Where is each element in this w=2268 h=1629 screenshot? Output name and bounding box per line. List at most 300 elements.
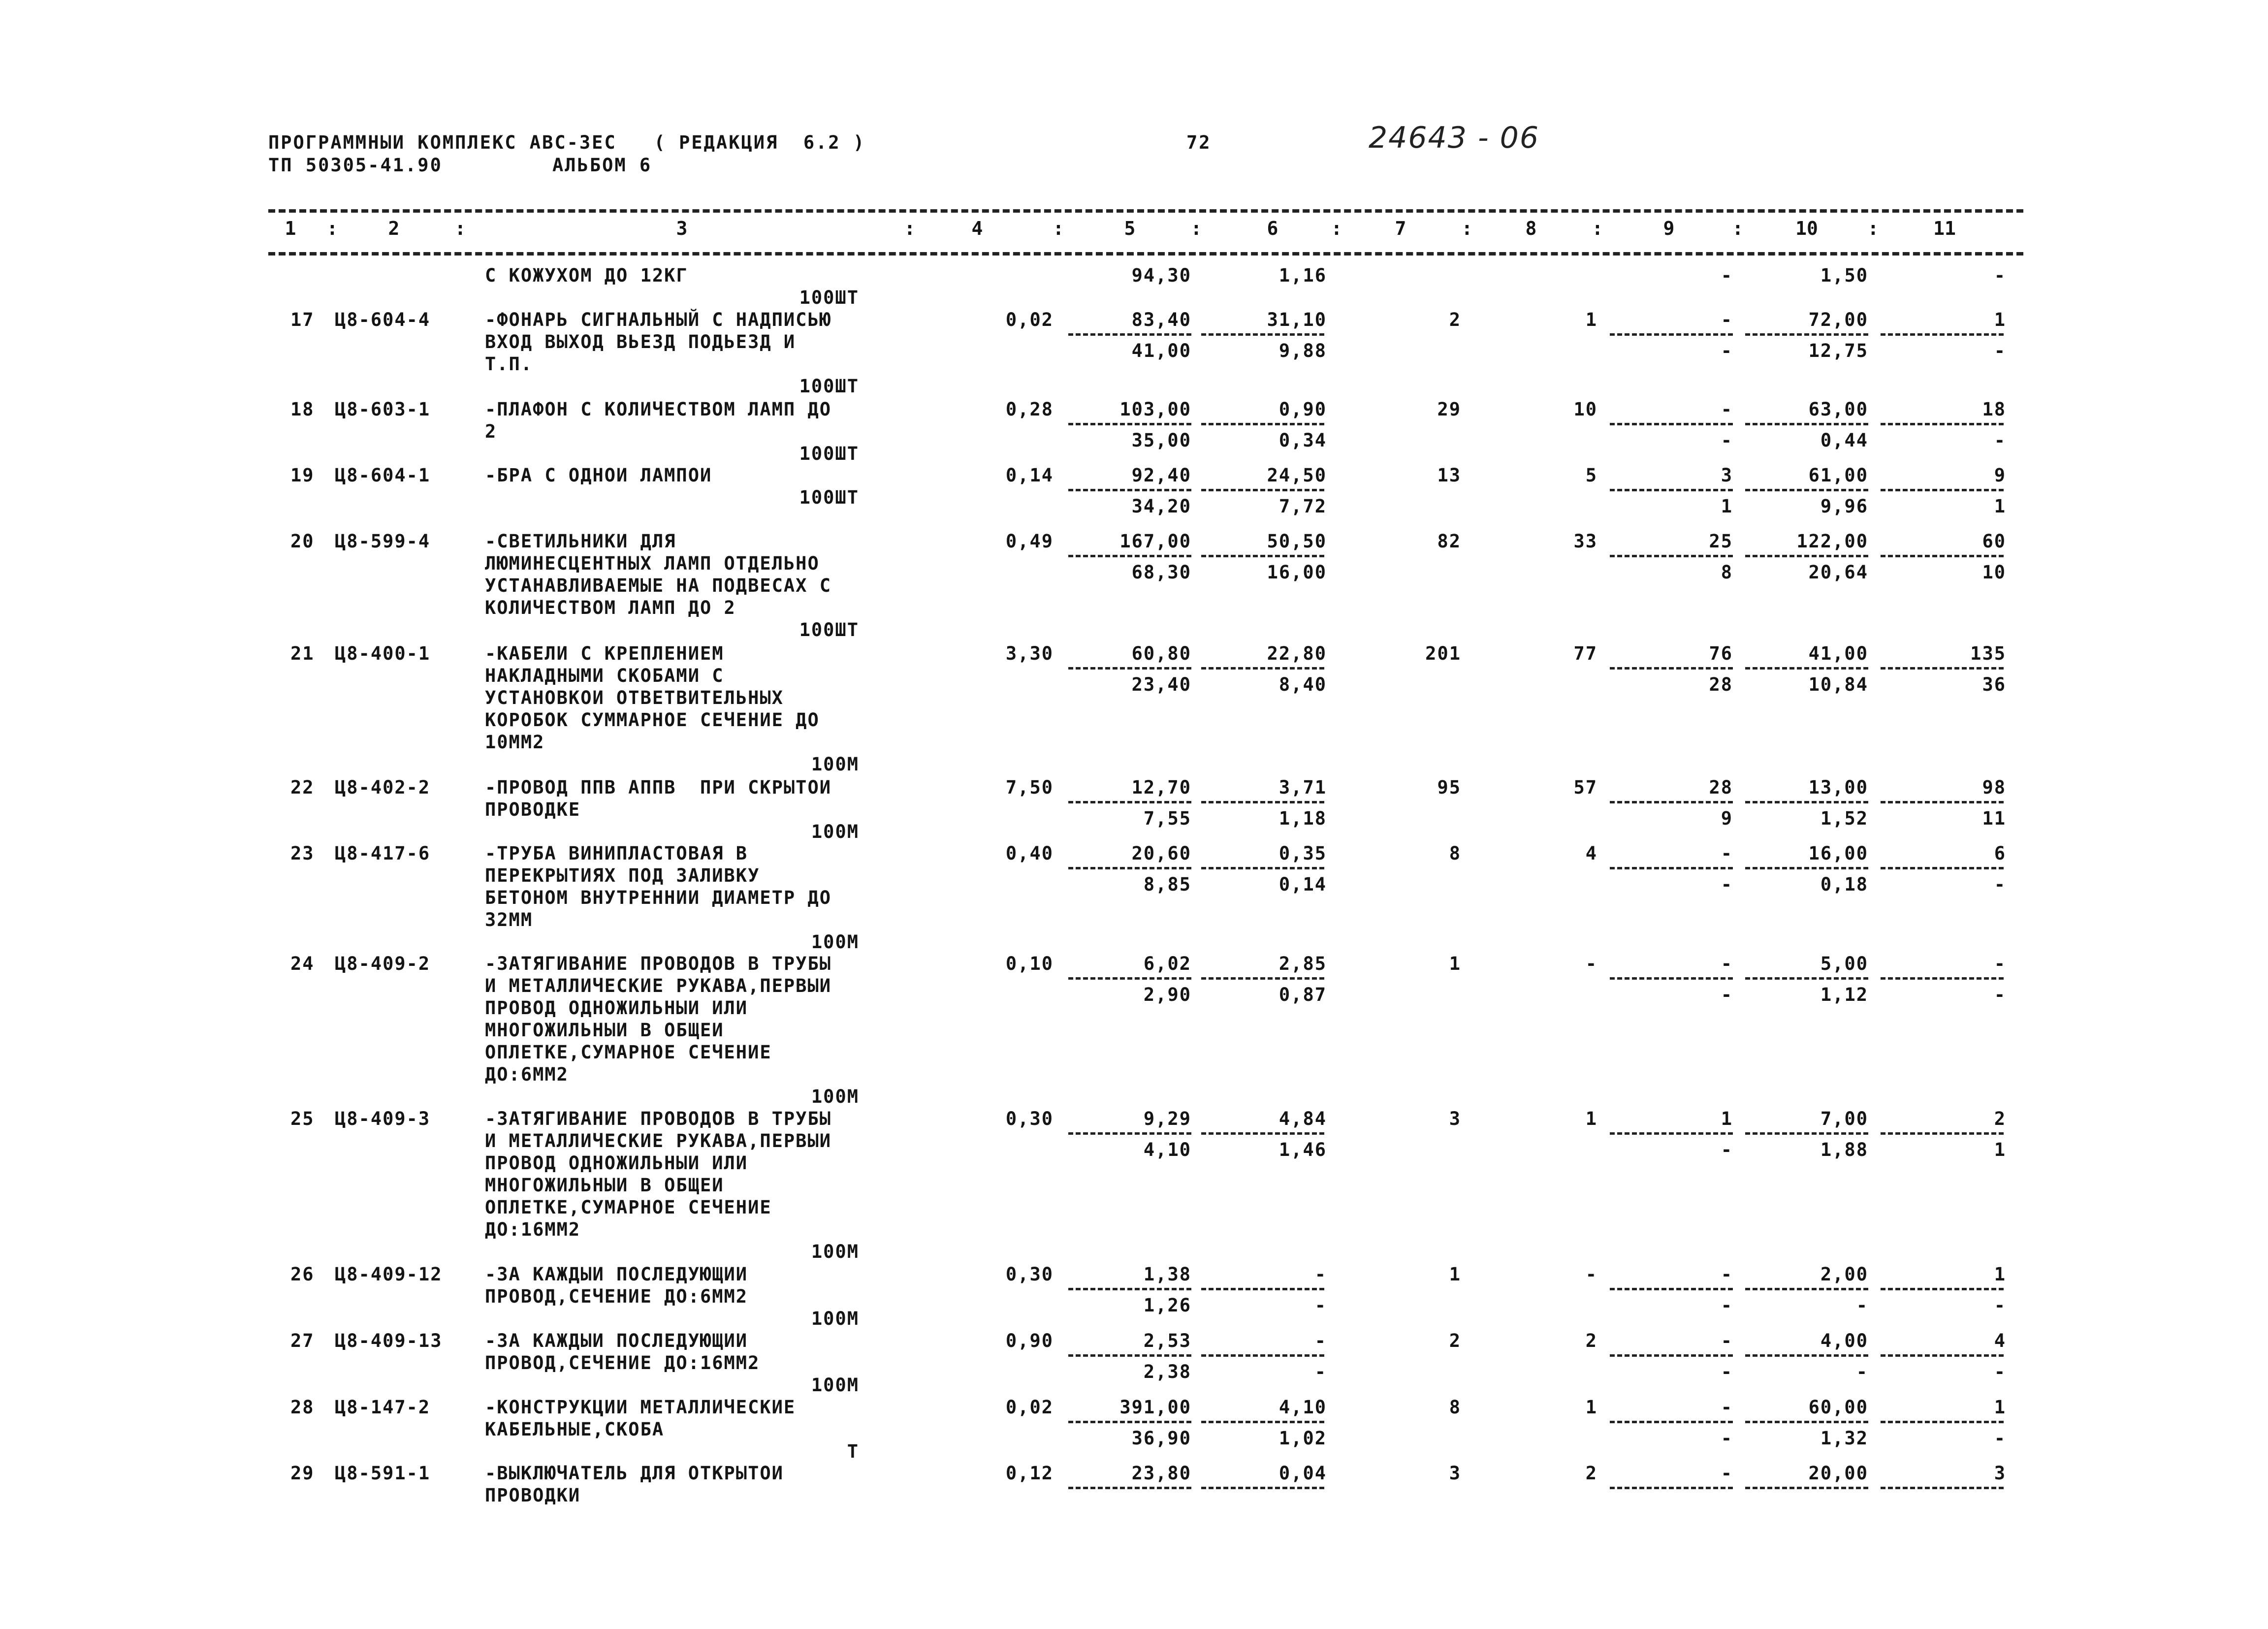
unit-of-measure: 100М bbox=[811, 1086, 859, 1107]
work-description-line: УСТАНОВКОИ ОТВЕТВИТЕЛЬНЫХ bbox=[485, 687, 784, 708]
cell-col-5: 103,00 bbox=[1119, 399, 1191, 420]
rate-code: Ц8-599-4 bbox=[335, 531, 431, 552]
cell-separator-col-6 bbox=[1201, 423, 1324, 425]
column-number-4: 4 bbox=[971, 218, 983, 239]
work-description-line: ДО:6ММ2 bbox=[485, 1064, 569, 1085]
cell-separator-col-10 bbox=[1745, 1288, 1868, 1290]
subcell-col-11: - bbox=[1994, 1361, 2006, 1382]
subcell-col-6: 1,46 bbox=[1278, 1139, 1327, 1160]
header-program-title: ПРОГРАММНЫИ КОМПЛЕКС АВС-ЗЕС ( РЕДАКЦИЯ 6.2 ) bbox=[268, 132, 866, 153]
subcell-col-5: 35,00 bbox=[1131, 430, 1191, 451]
cell-col-9: 76 bbox=[1709, 643, 1733, 664]
cell-col-9: 1 bbox=[1721, 1108, 1733, 1129]
cell-col-6: - bbox=[1314, 1264, 1327, 1285]
rate-code: Ц8-400-1 bbox=[335, 643, 431, 664]
cell-col-9: - bbox=[1721, 843, 1733, 864]
work-description-line: -ТРУБА ВИНИПЛАСТОВАЯ В bbox=[485, 843, 748, 864]
cell-separator-col-6 bbox=[1201, 801, 1324, 803]
subcell-col-10: 1,12 bbox=[1820, 984, 1868, 1005]
subcell-col-11: - bbox=[1994, 1295, 2006, 1316]
work-description-line: КОРОБОК СУММАРНОЕ СЕЧЕНИЕ ДО bbox=[485, 709, 820, 731]
column-number-6: 6 bbox=[1267, 218, 1278, 239]
work-description-line: МНОГОЖИЛЬНЫИ В ОБЩЕИ bbox=[485, 1020, 724, 1041]
subcell-col-10: 9,96 bbox=[1820, 496, 1868, 517]
subcell-col-11: 11 bbox=[1982, 808, 2006, 829]
unit-of-measure: 100ШТ bbox=[799, 376, 859, 397]
subcell-col-11: - bbox=[1994, 1428, 2006, 1449]
rate-code: Ц8-603-1 bbox=[335, 399, 431, 420]
subcell-col-9: 8 bbox=[1721, 562, 1733, 583]
cell-col-7: 201 bbox=[1425, 643, 1461, 664]
subcell-col-10: 0,18 bbox=[1820, 874, 1868, 895]
unit-of-measure: 100М bbox=[811, 1374, 859, 1396]
cell-col-10: 60,00 bbox=[1808, 1397, 1868, 1418]
cell-col-10: 61,00 bbox=[1808, 465, 1868, 486]
subcell-col-6: 0,87 bbox=[1278, 984, 1327, 1005]
work-description-line: -СВЕТИЛЬНИКИ ДЛЯ bbox=[485, 531, 676, 552]
rate-code: Ц8-604-4 bbox=[335, 309, 431, 330]
cell-separator-col-5 bbox=[1068, 1421, 1191, 1423]
cell-col-9: - bbox=[1721, 953, 1733, 974]
cell-col-10: 13,00 bbox=[1808, 777, 1868, 798]
cell-col-7: 13 bbox=[1437, 465, 1461, 486]
work-description-line: ПРОВОДКЕ bbox=[485, 799, 581, 820]
unit-of-measure: 100М bbox=[811, 1241, 859, 1262]
cell-separator-col-6 bbox=[1201, 867, 1324, 869]
row-number: 28 bbox=[290, 1397, 315, 1418]
column-separator: : bbox=[454, 218, 466, 239]
cell-col-8: 4 bbox=[1585, 843, 1597, 864]
row-number: 23 bbox=[290, 843, 315, 864]
column-number-7: 7 bbox=[1395, 218, 1406, 239]
cell-col-10: 16,00 bbox=[1808, 843, 1868, 864]
subcell-col-9: - bbox=[1721, 1361, 1733, 1382]
cell-col-6: 50,50 bbox=[1267, 531, 1327, 552]
cell-col-7: 1 bbox=[1449, 953, 1461, 974]
cell-separator-col-10 bbox=[1745, 423, 1868, 425]
cell-col-9: - bbox=[1721, 309, 1733, 330]
cell-col-8: 1 bbox=[1585, 1108, 1597, 1129]
cell-separator-col-11 bbox=[1881, 333, 2004, 336]
cell-separator-col-10 bbox=[1745, 489, 1868, 491]
work-description-line: ВХОД ВЫХОД ВЬЕЗД ПОДЬЕЗД И bbox=[485, 331, 796, 352]
cell-col-4: 0,90 bbox=[1005, 1330, 1054, 1351]
cell-col-11: 60 bbox=[1982, 531, 2006, 552]
column-number-2: 2 bbox=[388, 218, 400, 239]
cell-separator-col-6 bbox=[1201, 1354, 1324, 1357]
work-description-line: -ЗА КАЖДЫИ ПОСЛЕДУЮЩИИ bbox=[485, 1264, 748, 1285]
work-description-line: 32ММ bbox=[485, 909, 533, 930]
cell-col-7: 95 bbox=[1437, 777, 1461, 798]
cell-col-8: 77 bbox=[1573, 643, 1597, 664]
column-number-8: 8 bbox=[1525, 218, 1537, 239]
subcell-col-11: - bbox=[1994, 430, 2006, 451]
cell-col-4: 0,30 bbox=[1005, 1264, 1054, 1285]
cell-col-10: 122,00 bbox=[1796, 531, 1868, 552]
subcell-col-10: 10,84 bbox=[1808, 674, 1868, 695]
cell-col-7: 2 bbox=[1449, 1330, 1461, 1351]
cell-col-5: 167,00 bbox=[1119, 531, 1191, 552]
cell-separator-col-5 bbox=[1068, 333, 1191, 336]
subcell-col-6: 1,18 bbox=[1278, 808, 1327, 829]
cell-col-11: 1 bbox=[1994, 1397, 2006, 1418]
column-number-10: 10 bbox=[1795, 218, 1818, 239]
rate-code: Ц8-409-12 bbox=[335, 1264, 443, 1285]
subcell-col-9: 1 bbox=[1721, 496, 1733, 517]
cell-separator-col-6 bbox=[1201, 1288, 1324, 1290]
cell-col-4: 0,10 bbox=[1005, 953, 1054, 974]
cell-col-7: 8 bbox=[1449, 1397, 1461, 1418]
work-description-line: ПРОВОД ОДНОЖИЛЬНЫИ ИЛИ bbox=[485, 997, 748, 1019]
cell-col-9: - bbox=[1721, 265, 1733, 286]
cell-separator-col-5 bbox=[1068, 1132, 1191, 1135]
cell-separator-col-9 bbox=[1610, 667, 1733, 670]
cell-separator-col-11 bbox=[1881, 801, 2004, 803]
work-description-line: ПРОВОД ОДНОЖИЛЬНЫИ ИЛИ bbox=[485, 1152, 748, 1174]
cell-separator-col-9 bbox=[1610, 333, 1733, 336]
cell-col-5: 94,30 bbox=[1131, 265, 1191, 286]
cell-col-10: 4,00 bbox=[1820, 1330, 1868, 1351]
cell-separator-col-6 bbox=[1201, 1487, 1324, 1489]
unit-of-measure: 100ШТ bbox=[799, 287, 859, 308]
row-number: 20 bbox=[290, 531, 315, 552]
subcell-col-9: - bbox=[1721, 1428, 1733, 1449]
cell-col-5: 23,80 bbox=[1131, 1463, 1191, 1484]
subcell-col-11: - bbox=[1994, 340, 2006, 361]
subcell-col-11: 1 bbox=[1994, 1139, 2006, 1160]
work-description-line: ПРОВОД,СЕЧЕНИЕ ДО:16ММ2 bbox=[485, 1352, 760, 1373]
subcell-col-6: 9,88 bbox=[1278, 340, 1327, 361]
column-number-11: 11 bbox=[1933, 218, 1956, 239]
cell-separator-col-11 bbox=[1881, 489, 2004, 491]
subcell-col-6: - bbox=[1314, 1361, 1327, 1382]
subcell-col-10: 1,52 bbox=[1820, 808, 1868, 829]
cell-col-6: 3,71 bbox=[1278, 777, 1327, 798]
cell-col-11: - bbox=[1994, 265, 2006, 286]
column-separator: : bbox=[1461, 218, 1473, 239]
row-number: 24 bbox=[290, 953, 315, 974]
row-number: 21 bbox=[290, 643, 315, 664]
work-description-line: -ФОНАРЬ СИГНАЛЬНЫЙ С НАДПИСЬЮ bbox=[485, 309, 832, 330]
subcell-col-6: 1,02 bbox=[1278, 1428, 1327, 1449]
cell-separator-col-11 bbox=[1881, 667, 2004, 670]
cell-col-8: 2 bbox=[1585, 1463, 1597, 1484]
unit-of-measure: 100ШТ bbox=[799, 487, 859, 508]
cell-separator-col-9 bbox=[1610, 977, 1733, 980]
subcell-col-9: - bbox=[1721, 874, 1733, 895]
cell-col-8: 1 bbox=[1585, 309, 1597, 330]
cell-separator-col-10 bbox=[1745, 667, 1868, 670]
rate-code: Ц8-147-2 bbox=[335, 1397, 431, 1418]
cell-col-7: 1 bbox=[1449, 1264, 1461, 1285]
row-number: 17 bbox=[290, 309, 315, 330]
cell-separator-col-6 bbox=[1201, 667, 1324, 670]
unit-of-measure: 100ШТ bbox=[799, 443, 859, 464]
subcell-col-9: 9 bbox=[1721, 808, 1733, 829]
cell-col-11: 1 bbox=[1994, 309, 2006, 330]
row-number: 19 bbox=[290, 465, 315, 486]
cell-separator-col-9 bbox=[1610, 1487, 1733, 1489]
cell-col-11: 1 bbox=[1994, 1264, 2006, 1285]
work-description-line: И МЕТАЛЛИЧЕСКИЕ РУКАВА,ПЕРВЫИ bbox=[485, 975, 832, 996]
cell-separator-col-10 bbox=[1745, 801, 1868, 803]
cell-col-10: 7,00 bbox=[1820, 1108, 1868, 1129]
work-description-line: -ПЛАФОН С КОЛИЧЕСТВОМ ЛАМП ДО bbox=[485, 399, 832, 420]
subcell-col-11: - bbox=[1994, 874, 2006, 895]
header-page-number: 72 bbox=[1186, 132, 1212, 153]
header-album: АЛЬБОМ 6 bbox=[552, 155, 652, 176]
cell-col-6: 0,04 bbox=[1278, 1463, 1327, 1484]
subcell-col-5: 1,26 bbox=[1143, 1295, 1191, 1316]
rate-code: Ц8-604-1 bbox=[335, 465, 431, 486]
subcell-col-6: 0,34 bbox=[1278, 430, 1327, 451]
subcell-col-5: 68,30 bbox=[1131, 562, 1191, 583]
cell-separator-col-11 bbox=[1881, 1288, 2004, 1290]
row-number: 22 bbox=[290, 777, 315, 798]
cell-col-4: 0,12 bbox=[1005, 1463, 1054, 1484]
work-description-line: ОПЛЕТКЕ,СУМАРНОЕ СЕЧЕНИЕ bbox=[485, 1197, 772, 1218]
cell-col-10: 72,00 bbox=[1808, 309, 1868, 330]
rate-code: Ц8-591-1 bbox=[335, 1463, 431, 1484]
cell-separator-col-6 bbox=[1201, 333, 1324, 336]
work-description-line: ПРОВОД,СЕЧЕНИЕ ДО:6ММ2 bbox=[485, 1286, 748, 1307]
column-separator: : bbox=[326, 218, 338, 239]
subcell-col-6: - bbox=[1314, 1295, 1327, 1316]
column-separator: : bbox=[904, 218, 916, 239]
work-description-line: -БРА С ОДНОИ ЛАМПОИ bbox=[485, 465, 712, 486]
cell-separator-col-9 bbox=[1610, 1288, 1733, 1290]
subcell-col-6: 0,14 bbox=[1278, 874, 1327, 895]
cell-col-11: 3 bbox=[1994, 1463, 2006, 1484]
cell-col-10: 1,50 bbox=[1820, 265, 1868, 286]
cell-col-9: - bbox=[1721, 399, 1733, 420]
row-number: 27 bbox=[290, 1330, 315, 1351]
cell-col-6: 31,10 bbox=[1267, 309, 1327, 330]
work-description-line: Т.П. bbox=[485, 353, 533, 375]
work-description-line: ЛЮМИНЕСЦЕНТНЫХ ЛАМП ОТДЕЛЬНО bbox=[485, 553, 820, 574]
work-description-line: КОЛИЧЕСТВОМ ЛАМП ДО 2 bbox=[485, 597, 736, 618]
cell-separator-col-5 bbox=[1068, 1354, 1191, 1357]
subcell-col-5: 2,38 bbox=[1143, 1361, 1191, 1382]
cell-col-9: - bbox=[1721, 1264, 1733, 1285]
cell-col-5: 6,02 bbox=[1143, 953, 1191, 974]
cell-separator-col-10 bbox=[1745, 1487, 1868, 1489]
cell-col-10: 2,00 bbox=[1820, 1264, 1868, 1285]
cell-col-5: 83,40 bbox=[1131, 309, 1191, 330]
column-number-9: 9 bbox=[1663, 218, 1675, 239]
subcell-col-10: - bbox=[1856, 1295, 1868, 1316]
row-number: 29 bbox=[290, 1463, 315, 1484]
cell-col-6: 24,50 bbox=[1267, 465, 1327, 486]
cell-col-4: 3,30 bbox=[1005, 643, 1054, 664]
subcell-col-5: 4,10 bbox=[1143, 1139, 1191, 1160]
cell-col-11: 9 bbox=[1994, 465, 2006, 486]
work-description-line: -ПРОВОД ППВ АППВ ПРИ СКРЫТОИ bbox=[485, 777, 832, 798]
unit-of-measure: 100М bbox=[811, 931, 859, 953]
cell-separator-col-11 bbox=[1881, 1421, 2004, 1423]
cell-separator-col-10 bbox=[1745, 867, 1868, 869]
work-description-line: УСТАНАВЛИВАЕМЫЕ НА ПОДВЕСАХ С bbox=[485, 575, 832, 596]
rate-code: Ц8-409-3 bbox=[335, 1108, 431, 1129]
cell-col-8: 10 bbox=[1573, 399, 1597, 420]
column-number-3: 3 bbox=[676, 218, 688, 239]
column-number-1: 1 bbox=[285, 218, 296, 239]
cell-col-5: 2,53 bbox=[1143, 1330, 1191, 1351]
cell-col-7: 8 bbox=[1449, 843, 1461, 864]
cell-separator-col-6 bbox=[1201, 1421, 1324, 1423]
cell-col-11: 6 bbox=[1994, 843, 2006, 864]
cell-separator-col-11 bbox=[1881, 555, 2004, 557]
subcell-col-10: 1,32 bbox=[1820, 1428, 1868, 1449]
subcell-col-5: 7,55 bbox=[1143, 808, 1191, 829]
cell-col-10: 20,00 bbox=[1808, 1463, 1868, 1484]
cell-col-11: 4 bbox=[1994, 1330, 2006, 1351]
subcell-col-5: 34,20 bbox=[1131, 496, 1191, 517]
work-description-line: 10ММ2 bbox=[485, 732, 545, 753]
cell-col-5: 1,38 bbox=[1143, 1264, 1191, 1285]
subcell-col-5: 36,90 bbox=[1131, 1428, 1191, 1449]
work-description-line: КАБЕЛЬНЫЕ,СКОБА bbox=[485, 1419, 665, 1440]
cell-col-4: 0,28 bbox=[1005, 399, 1054, 420]
subcell-col-11: - bbox=[1994, 984, 2006, 1005]
cell-col-11: 135 bbox=[1970, 643, 2006, 664]
cell-col-5: 9,29 bbox=[1143, 1108, 1191, 1129]
cell-col-9: 25 bbox=[1709, 531, 1733, 552]
work-description-line: ДО:16ММ2 bbox=[485, 1219, 581, 1240]
rate-code: Ц8-402-2 bbox=[335, 777, 431, 798]
cell-col-8: 33 bbox=[1573, 531, 1597, 552]
cell-col-6: 0,90 bbox=[1278, 399, 1327, 420]
subcell-col-6: 8,40 bbox=[1278, 674, 1327, 695]
cell-col-9: - bbox=[1721, 1463, 1733, 1484]
unit-of-measure: 100ШТ bbox=[799, 619, 859, 640]
subcell-col-11: 10 bbox=[1982, 562, 2006, 583]
cell-col-9: - bbox=[1721, 1330, 1733, 1351]
cell-separator-col-5 bbox=[1068, 555, 1191, 557]
unit-of-measure: 100М bbox=[811, 1308, 859, 1329]
cell-col-11: 98 bbox=[1982, 777, 2006, 798]
subcell-col-5: 23,40 bbox=[1131, 674, 1191, 695]
subcell-col-9: - bbox=[1721, 1295, 1733, 1316]
subcell-col-9: - bbox=[1721, 430, 1733, 451]
header-project-code: ТП 50305-41.90 bbox=[268, 155, 443, 176]
cell-separator-col-9 bbox=[1610, 1354, 1733, 1357]
cell-separator-col-10 bbox=[1745, 555, 1868, 557]
cell-separator-col-9 bbox=[1610, 801, 1733, 803]
subcell-col-6: 7,72 bbox=[1278, 496, 1327, 517]
row-number: 26 bbox=[290, 1264, 315, 1285]
subcell-col-9: - bbox=[1721, 340, 1733, 361]
work-description-line: ПРОВОДКИ bbox=[485, 1485, 581, 1506]
subcell-col-5: 41,00 bbox=[1131, 340, 1191, 361]
column-separator: : bbox=[1190, 218, 1202, 239]
subcell-col-5: 2,90 bbox=[1143, 984, 1191, 1005]
cell-col-10: 41,00 bbox=[1808, 643, 1868, 664]
subcell-col-11: 1 bbox=[1994, 496, 2006, 517]
column-separator: : bbox=[1331, 218, 1342, 239]
cell-col-4: 0,49 bbox=[1005, 531, 1054, 552]
cell-separator-col-10 bbox=[1745, 333, 1868, 336]
work-description-line: МНОГОЖИЛЬНЫИ В ОБЩЕИ bbox=[485, 1175, 724, 1196]
cell-col-7: 3 bbox=[1449, 1463, 1461, 1484]
cell-separator-col-9 bbox=[1610, 867, 1733, 869]
subcell-col-10: 0,44 bbox=[1820, 430, 1868, 451]
work-description-line: ОПЛЕТКЕ,СУМАРНОЕ СЕЧЕНИЕ bbox=[485, 1042, 772, 1063]
cell-col-4: 0,02 bbox=[1005, 309, 1054, 330]
unit-of-measure: 100М bbox=[811, 821, 859, 842]
subcell-col-10: - bbox=[1856, 1361, 1868, 1382]
unit-of-measure: Т bbox=[847, 1441, 859, 1462]
subcell-col-10: 20,64 bbox=[1808, 562, 1868, 583]
work-description-line: -ЗА КАЖДЫИ ПОСЛЕДУЮЩИИ bbox=[485, 1330, 748, 1351]
column-separator: : bbox=[1867, 218, 1879, 239]
cell-separator-col-5 bbox=[1068, 667, 1191, 670]
cell-col-5: 391,00 bbox=[1119, 1397, 1191, 1418]
cell-separator-col-6 bbox=[1201, 555, 1324, 557]
cell-col-4: 7,50 bbox=[1005, 777, 1054, 798]
cell-col-8: - bbox=[1585, 953, 1597, 974]
work-description-line: -ВЫКЛЮЧАТЕЛЬ ДЛЯ ОТКРЫТОИ bbox=[485, 1463, 784, 1484]
cell-col-4: 0,30 bbox=[1005, 1108, 1054, 1129]
row-number: 25 bbox=[290, 1108, 315, 1129]
cell-col-6: - bbox=[1314, 1330, 1327, 1351]
handwritten-document-code: 24643 - 06 bbox=[1369, 121, 1540, 155]
subcell-col-9: - bbox=[1721, 984, 1733, 1005]
cell-separator-col-11 bbox=[1881, 1354, 2004, 1357]
cell-separator-col-10 bbox=[1745, 1421, 1868, 1423]
cell-col-6: 0,35 bbox=[1278, 843, 1327, 864]
work-description-line: НАКЛАДНЫМИ СКОБАМИ С bbox=[485, 665, 724, 686]
rate-code: Ц8-409-2 bbox=[335, 953, 431, 974]
cell-col-9: 28 bbox=[1709, 777, 1733, 798]
cell-col-11: 2 bbox=[1994, 1108, 2006, 1129]
work-description-line: -ЗАТЯГИВАНИЕ ПРОВОДОВ В ТРУБЫ bbox=[485, 1108, 832, 1129]
cell-separator-col-5 bbox=[1068, 1288, 1191, 1290]
cell-col-6: 22,80 bbox=[1267, 643, 1327, 664]
cell-separator-col-9 bbox=[1610, 1421, 1733, 1423]
cell-col-4: 0,14 bbox=[1005, 465, 1054, 486]
cell-col-4: 0,02 bbox=[1005, 1397, 1054, 1418]
work-description-line: 2 bbox=[485, 421, 497, 442]
cell-separator-col-9 bbox=[1610, 423, 1733, 425]
cell-col-6: 1,16 bbox=[1278, 265, 1327, 286]
work-description-line: И МЕТАЛЛИЧЕСКИЕ РУКАВА,ПЕРВЫИ bbox=[485, 1130, 832, 1151]
subcell-col-10: 1,88 bbox=[1820, 1139, 1868, 1160]
cell-col-7: 3 bbox=[1449, 1108, 1461, 1129]
subcell-col-5: 8,85 bbox=[1143, 874, 1191, 895]
cell-col-11: 18 bbox=[1982, 399, 2006, 420]
cell-col-5: 12,70 bbox=[1131, 777, 1191, 798]
rate-code: Ц8-409-13 bbox=[335, 1330, 443, 1351]
cell-separator-col-9 bbox=[1610, 555, 1733, 557]
cell-col-5: 20,60 bbox=[1131, 843, 1191, 864]
cell-separator-col-10 bbox=[1745, 1354, 1868, 1357]
cell-separator-col-10 bbox=[1745, 977, 1868, 980]
cell-col-8: 5 bbox=[1585, 465, 1597, 486]
cell-col-5: 60,80 bbox=[1131, 643, 1191, 664]
work-description-line: С КОЖУХОМ ДО 12КГ bbox=[485, 265, 688, 286]
cell-separator-col-11 bbox=[1881, 867, 2004, 869]
rate-code: Ц8-417-6 bbox=[335, 843, 431, 864]
subcell-col-9: 28 bbox=[1709, 674, 1733, 695]
work-description-line: -КОНСТРУКЦИИ МЕТАЛЛИЧЕСКИЕ bbox=[485, 1397, 796, 1418]
cell-col-6: 4,84 bbox=[1278, 1108, 1327, 1129]
cell-separator-col-5 bbox=[1068, 1487, 1191, 1489]
cell-col-8: 2 bbox=[1585, 1330, 1597, 1351]
work-description-line: -КАБЕЛИ С КРЕПЛЕНИЕМ bbox=[485, 643, 724, 664]
cell-separator-col-5 bbox=[1068, 867, 1191, 869]
cell-separator-col-10 bbox=[1745, 1132, 1868, 1135]
